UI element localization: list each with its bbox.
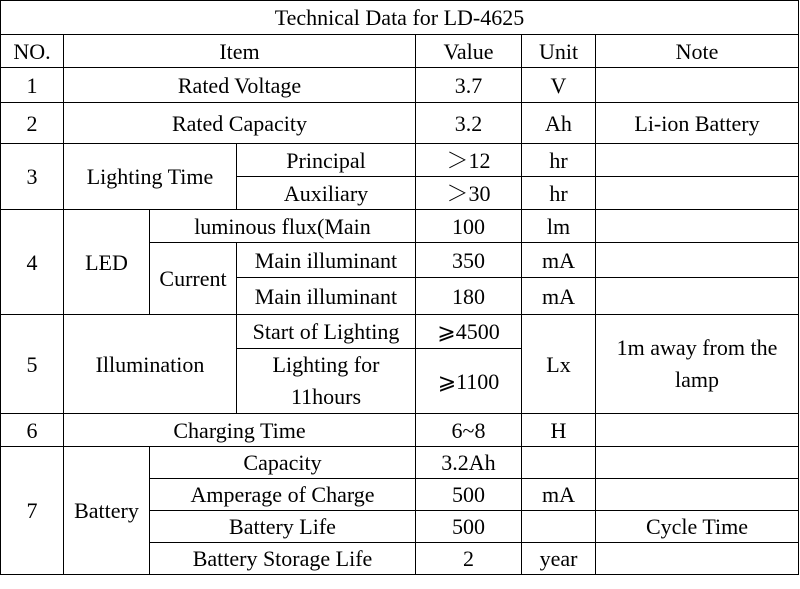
note-cell <box>596 278 799 315</box>
value-cell: 6~8 <box>416 414 522 447</box>
row-number: 3 <box>1 144 64 210</box>
note-cell <box>596 479 799 511</box>
header-no: NO. <box>1 35 64 68</box>
sub-item-main-illuminant: Main illuminant <box>237 278 416 315</box>
unit-cell <box>522 511 596 543</box>
value-cell: 2 <box>416 543 522 575</box>
value-cell: 100 <box>416 210 522 243</box>
value-cell: ⩾4500 <box>416 315 522 349</box>
sub-item-battery-life: Battery Life <box>150 511 416 543</box>
row-number: 2 <box>1 103 64 144</box>
table-row <box>1 210 799 243</box>
note-cell: 1m away from the lamp <box>596 315 799 414</box>
sub-item-lighting-11-hours: Lighting for 11hours <box>237 349 416 414</box>
note-cell <box>596 243 799 278</box>
item-lighting-time: Lighting Time <box>64 144 237 210</box>
table-row <box>1 68 799 103</box>
sub-item-auxiliary: Auxiliary <box>237 177 416 210</box>
note-cell <box>596 177 799 210</box>
sub-item-start-of-lighting: Start of Lighting <box>237 315 416 349</box>
value-cell: 500 <box>416 479 522 511</box>
note-cell: Li-ion Battery <box>596 103 799 144</box>
note-cell: Cycle Time <box>596 511 799 543</box>
unit-cell: V <box>522 68 596 103</box>
table-row <box>1 315 799 349</box>
value-cell: ⩾1100 <box>416 349 522 414</box>
unit-cell: hr <box>522 144 596 177</box>
sub-item-amperage-of-charge: Amperage of Charge <box>150 479 416 511</box>
unit-cell: year <box>522 543 596 575</box>
row-number: 7 <box>1 447 64 575</box>
item-battery: Battery <box>64 447 150 575</box>
table-row <box>1 447 799 479</box>
item-rated-capacity: Rated Capacity <box>64 103 416 144</box>
row-number: 1 <box>1 68 64 103</box>
unit-cell: lm <box>522 210 596 243</box>
table-row <box>1 103 799 144</box>
value-cell: 350 <box>416 243 522 278</box>
row-number: 4 <box>1 210 64 315</box>
note-cell <box>596 144 799 177</box>
item-illumination: Illumination <box>64 315 237 414</box>
unit-cell: H <box>522 414 596 447</box>
table-title: Technical Data for LD-4625 <box>1 1 799 35</box>
unit-cell: mA <box>522 243 596 278</box>
value-cell: ＞30 <box>416 177 522 210</box>
unit-cell: mA <box>522 479 596 511</box>
value-cell: 180 <box>416 278 522 315</box>
sub-item-main-illuminant: Main illuminant <box>237 243 416 278</box>
value-cell: ＞12 <box>416 144 522 177</box>
unit-cell: hr <box>522 177 596 210</box>
unit-cell: Ah <box>522 103 596 144</box>
value-cell: 500 <box>416 511 522 543</box>
header-unit: Unit <box>522 35 596 68</box>
header-note: Note <box>596 35 799 68</box>
header-value: Value <box>416 35 522 68</box>
value-cell: 3.2 <box>416 103 522 144</box>
sub-item-capacity: Capacity <box>150 447 416 479</box>
item-rated-voltage: Rated Voltage <box>64 68 416 103</box>
unit-cell: Lx <box>522 315 596 414</box>
table-row <box>1 144 799 177</box>
unit-cell <box>522 447 596 479</box>
note-cell <box>596 447 799 479</box>
row-number: 6 <box>1 414 64 447</box>
row-number: 5 <box>1 315 64 414</box>
note-cell <box>596 68 799 103</box>
item-charging-time: Charging Time <box>64 414 416 447</box>
note-cell <box>596 414 799 447</box>
note-cell <box>596 210 799 243</box>
note-cell <box>596 543 799 575</box>
item-led: LED <box>64 210 150 315</box>
sub-item-principal: Principal <box>237 144 416 177</box>
value-cell: 3.7 <box>416 68 522 103</box>
value-cell: 3.2Ah <box>416 447 522 479</box>
sub-item-current: Current <box>150 243 237 315</box>
sub-item-luminous-flux: luminous flux(Main <box>150 210 416 243</box>
table-row <box>1 414 799 447</box>
unit-cell: mA <box>522 278 596 315</box>
header-item: Item <box>64 35 416 68</box>
sub-item-battery-storage-life: Battery Storage Life <box>150 543 416 575</box>
